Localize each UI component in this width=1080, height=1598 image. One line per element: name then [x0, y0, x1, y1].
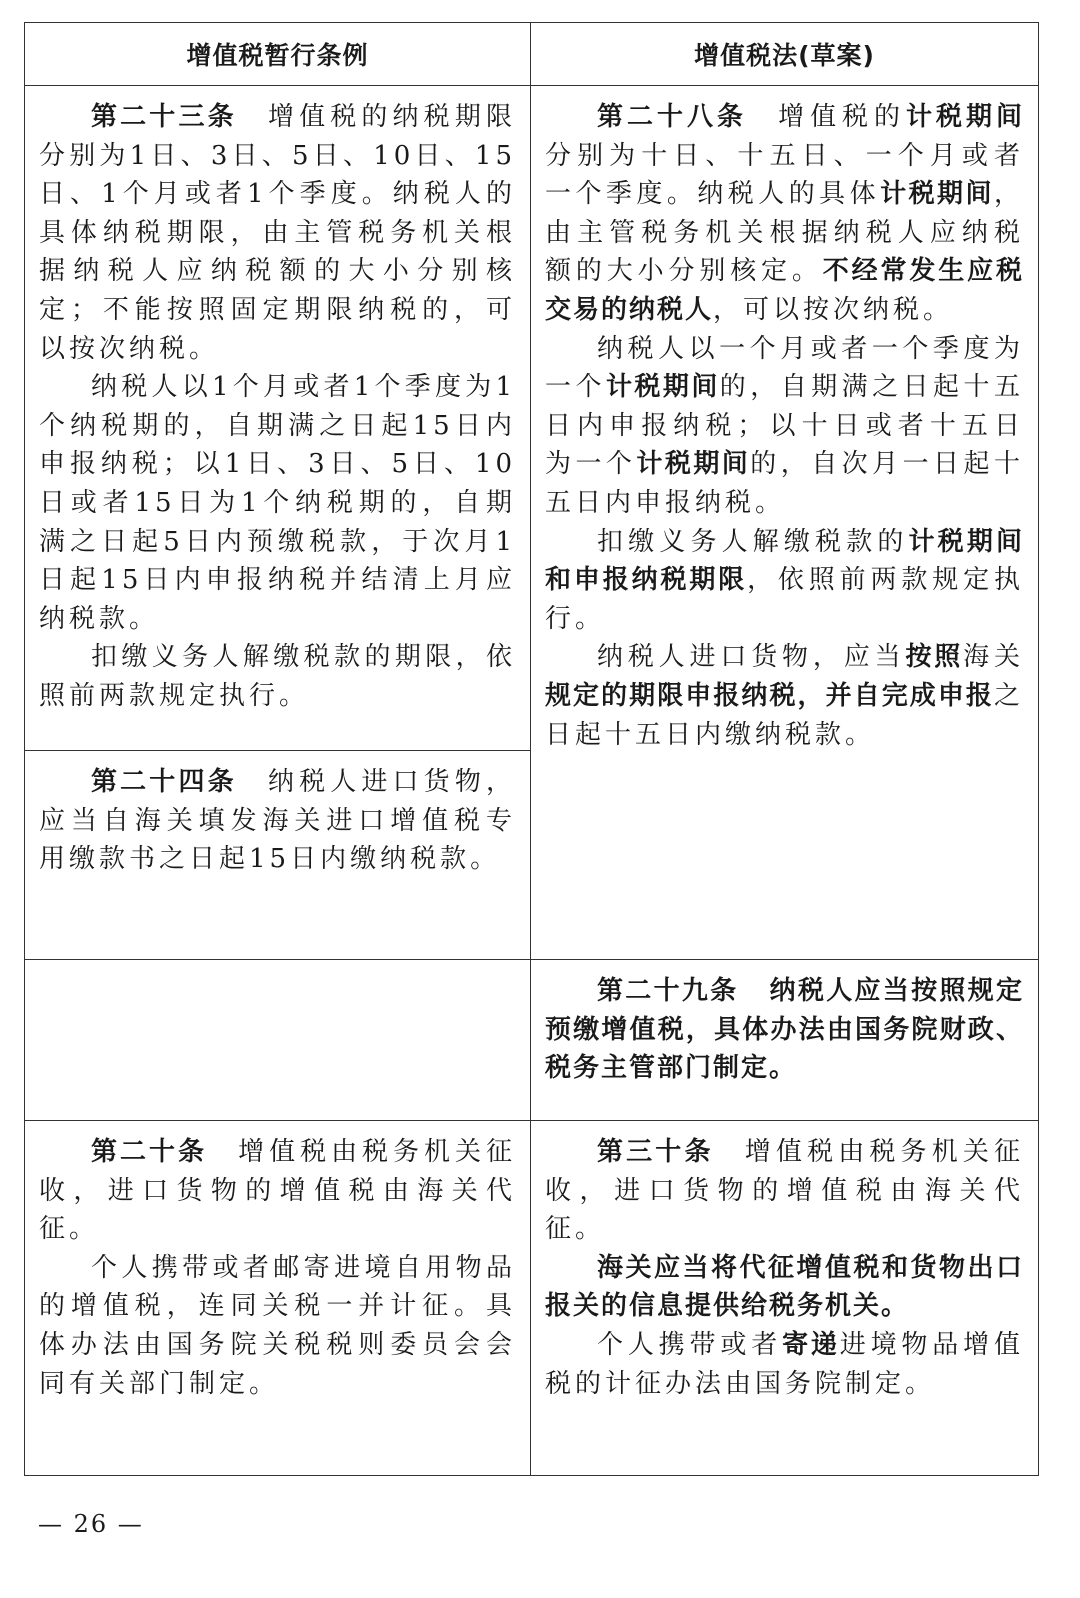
amended-text: 纳税人应当按照规定预缴增值税，具体办法由国务院财政、税务主管部门制定。 — [545, 976, 1024, 1084]
article-number: 第三十条 — [597, 1137, 714, 1167]
cell-left-empty — [25, 960, 531, 1121]
paragraph: 纳税人以1个月或者1个季度为1个纳税期的，自期满之日起15日内申报纳税；以1日、3日、5日、10日或者15日为1个纳税期的，自期满之日起5日内预缴税款，于次月1日起15日内申报纳税并结清上月应纳税款。 — [39, 372, 516, 634]
paragraph-text: 纳税人进口货物，应当 — [597, 642, 906, 673]
amended-text: 计税期间 — [880, 179, 994, 210]
paragraph — [39, 763, 516, 879]
paragraph — [545, 638, 1024, 754]
paragraph — [545, 1249, 1024, 1326]
cell-right-article-29 — [531, 960, 1039, 1121]
amended-text: 按照 — [905, 642, 964, 673]
row-article-29 — [25, 960, 1039, 1121]
paragraph — [39, 1133, 516, 1249]
article-number: 第二十九条 — [597, 976, 739, 1006]
paragraph-text: 增值税的 — [778, 102, 907, 132]
amended-text: 计税期间 — [605, 372, 720, 403]
amended-text: 计税期间 — [906, 102, 1024, 132]
paragraph-text: ，可以按次纳税。 — [713, 294, 954, 325]
amended-text: 寄递 — [782, 1329, 840, 1360]
comparison-table — [24, 22, 1039, 1476]
article-number: 第二十四条 — [91, 767, 237, 797]
paragraph-text: 进境物品增值税的计征办法由国务院制定。 — [545, 1329, 1024, 1399]
header-row — [25, 23, 1039, 86]
paragraph — [545, 1133, 1024, 1249]
cell-left-article-24 — [25, 751, 531, 960]
paragraph — [545, 98, 1024, 330]
paragraph — [39, 98, 516, 368]
paragraph-text: 增值税的纳税期限分别为1日、3日、5日、10日、15日、1个月或者1个季度。纳税人的具体纳税期限，由主管税务机关根据纳税人应纳税额的大小分别核定；不能按照固定期限纳税的，可以按次纳税。 — [39, 102, 516, 364]
article-number: 第二十条 — [91, 1137, 207, 1167]
paragraph — [545, 523, 1024, 639]
row-article-23 — [25, 86, 1039, 751]
header-left: 增值税暂行条例 — [25, 23, 531, 86]
paragraph-text: 扣缴义务人解缴税款的 — [597, 526, 909, 557]
row-article-30 — [25, 1121, 1039, 1476]
page-number: — 26 — — [38, 1510, 144, 1538]
paragraph — [545, 1326, 1024, 1403]
paragraph-text: 的，自次月一日起十五日内申报纳税。 — [545, 449, 1024, 518]
paragraph-text: 海关 — [963, 642, 1024, 673]
cell-left-article-20 — [25, 1121, 531, 1476]
paragraph-text: ，依照前两款规定执行。 — [545, 565, 1024, 634]
amended-text: 海关应当将代征增值税和货物出口报关的信息提供给税务机关。 — [545, 1252, 1024, 1322]
cell-right-article-30 — [531, 1121, 1039, 1476]
amended-text: 不经常发生应税交易的纳税人 — [545, 256, 1024, 325]
paragraph-text: 增值税由税务机关征收，进口货物的增值税由海关代征。 — [545, 1137, 1024, 1245]
amended-text: 计税期间 — [636, 449, 751, 480]
paragraph-text: 个人携带或者 — [597, 1329, 783, 1360]
paragraph — [545, 972, 1024, 1088]
article-number: 第二十八条 — [597, 102, 747, 132]
paragraph-text: 的，自期满之日起十五日内申报纳税；以十日或者十五日为一个 — [545, 372, 1024, 480]
paragraph-text: 纳税人以一个月或者一个季度为一个 — [545, 333, 1024, 403]
paragraph: 扣缴义务人解缴税款的期限，依照前两款规定执行。 — [39, 642, 516, 711]
paragraph — [545, 330, 1024, 523]
paragraph-text: 纳税人进口货物，应当自海关填发海关进口增值税专用缴款书之日起15日内缴纳税款。 — [39, 767, 516, 875]
header-right: 增值税法(草案) — [531, 23, 1039, 86]
article-number: 第二十三条 — [91, 102, 237, 132]
paragraph-text: 之日起十五日内缴纳税款。 — [545, 680, 1024, 750]
paragraph-text: 增值税由税务机关征收，进口货物的增值税由海关代征。 — [39, 1137, 516, 1245]
cell-left-article-23 — [25, 86, 531, 751]
amended-text: 计税期间和申报纳税期限 — [545, 526, 1024, 596]
cell-right-article-28 — [531, 86, 1039, 960]
paragraph-text: ，由主管税务机关根据纳税人应纳税额的大小分别核定。 — [545, 179, 1024, 287]
paragraph: 个人携带或者邮寄进境自用物品的增值税，连同关税一并计征。具体办法由国务院关税税则委员会会同有关部门制定。 — [39, 1252, 516, 1399]
paragraph-text: 分别为十日、十五日、一个月或者一个季度。纳税人的具体 — [545, 140, 1024, 210]
amended-text: 规定的期限申报纳税，并自完成申报 — [545, 680, 994, 711]
